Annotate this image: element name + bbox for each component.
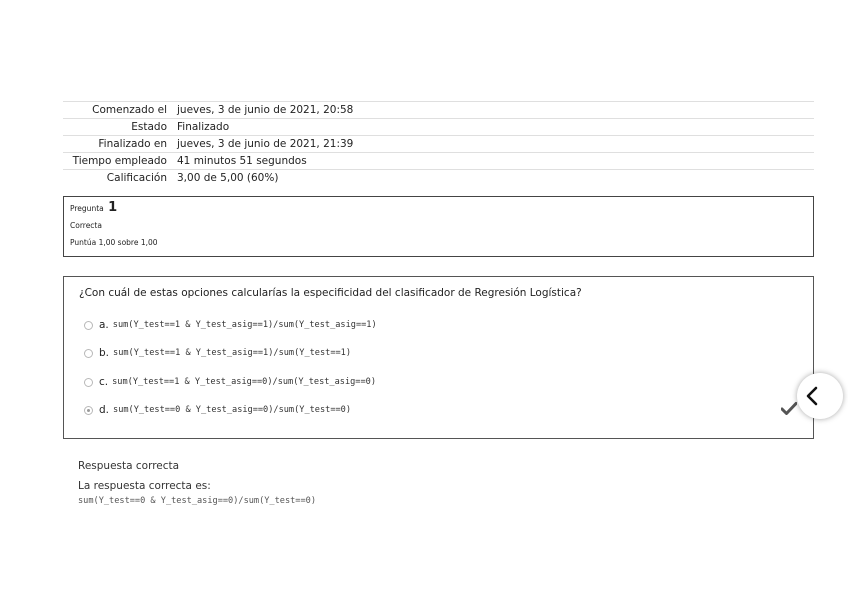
option-letter: c.	[99, 376, 109, 388]
chevron-left-icon	[805, 386, 819, 406]
correct-answer-code: sum(Y_test==0 & Y_test_asig==0)/sum(Y_test==0)	[78, 496, 316, 506]
summary-label: Comenzado el	[63, 102, 177, 119]
answer-option-b[interactable]	[84, 346, 351, 360]
feedback-title: Respuesta correcta	[78, 460, 180, 472]
answer-option-c[interactable]	[84, 375, 376, 389]
radio-button[interactable]	[84, 321, 93, 330]
radio-button[interactable]	[84, 378, 93, 387]
summary-row-started	[63, 102, 814, 119]
answer-option-a[interactable]	[84, 318, 377, 332]
correct-answer-label: La respuesta correcta es:	[78, 480, 211, 492]
summary-value: jueves, 3 de junio de 2021, 21:39	[177, 136, 814, 153]
question-grade: Puntúa 1,00 sobre 1,00	[70, 238, 158, 247]
summary-row-time	[63, 153, 814, 170]
summary-label: Finalizado en	[63, 136, 177, 153]
summary-value: 41 minutos 51 segundos	[177, 153, 814, 170]
check-icon	[781, 401, 797, 415]
question-number: 1	[108, 200, 118, 215]
option-letter: d.	[99, 404, 110, 416]
question-label: Pregunta	[70, 204, 104, 213]
question-content-box	[63, 276, 814, 439]
attempt-summary-table	[63, 101, 814, 186]
summary-value: jueves, 3 de junio de 2021, 20:58	[177, 102, 814, 119]
option-letter: b.	[99, 347, 110, 359]
summary-label: Calificación	[63, 170, 177, 187]
question-number-line	[70, 201, 117, 216]
summary-row-grade	[63, 170, 814, 187]
question-text: ¿Con cuál de estas opciones calcularías la especificidad del clasificador de Regresión Logística?	[79, 287, 582, 299]
option-code: sum(Y_test==1 & Y_test_asig==0)/sum(Y_test_asig==0)	[112, 377, 376, 387]
radio-button-selected[interactable]	[84, 406, 93, 415]
summary-value: Finalizado	[177, 119, 814, 136]
summary-row-finished	[63, 136, 814, 153]
radio-button[interactable]	[84, 349, 93, 358]
option-code: sum(Y_test==0 & Y_test_asig==0)/sum(Y_test==0)	[113, 405, 352, 415]
option-code: sum(Y_test==1 & Y_test_asig==1)/sum(Y_test==1)	[113, 348, 352, 358]
side-drawer-toggle-button[interactable]	[797, 373, 843, 419]
summary-label: Estado	[63, 119, 177, 136]
question-info-box	[63, 196, 814, 257]
option-code: sum(Y_test==1 & Y_test_asig==1)/sum(Y_test_asig==1)	[112, 320, 377, 330]
option-letter: a.	[99, 319, 109, 331]
question-state: Correcta	[70, 221, 102, 230]
answer-option-d[interactable]	[84, 403, 351, 417]
summary-row-state	[63, 119, 814, 136]
summary-value: 3,00 de 5,00 (60%)	[177, 170, 814, 187]
summary-label: Tiempo empleado	[63, 153, 177, 170]
